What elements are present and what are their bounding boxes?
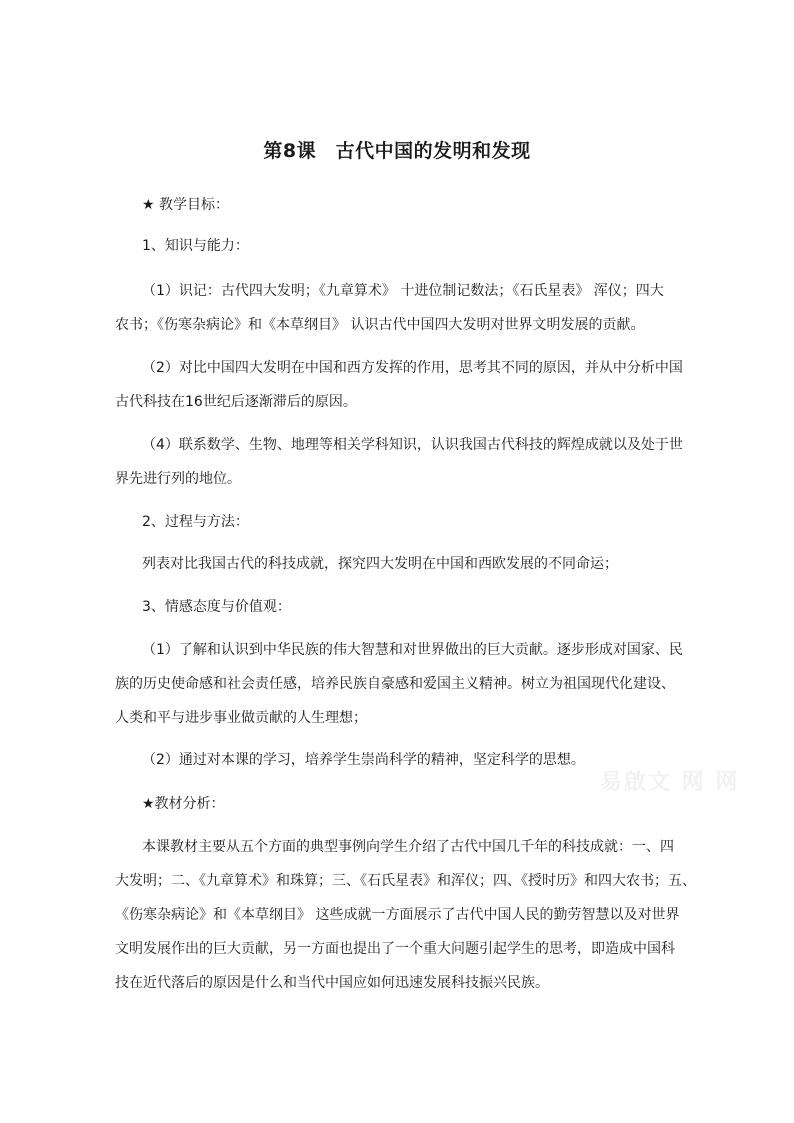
- paragraph-line: 大发明；二、《九章算术》和珠算；三、《石氏星表》和浑仪；四、《授时历》和四大农书；五、: [115, 873, 696, 889]
- paragraph-line: （2）对比中国四大发明在中国和西方发挥的作用，思考其不同的原因，并从中分析中国: [142, 360, 683, 376]
- subheading-knowledge-ability: 1、知识与能力：: [142, 238, 249, 254]
- section-heading-material-analysis: ★教材分析：: [142, 796, 225, 812]
- paragraph-line: 技在近代落后的原因是什么和当代中国应如何迅速发展科技振兴民族。: [115, 975, 549, 991]
- section-heading-teaching-goals: ★ 教学目标：: [142, 197, 230, 213]
- paragraph-line: 族的历史使命感和社会责任感，培养民族自豪感和爱国主义精神。树立为祖国现代化建设、: [115, 676, 675, 692]
- paragraph-line: 《伤寒杂病论》和《本草纲目》 这些成就一方面展示了古代中国人民的勤劳智慧以及对世界: [115, 907, 680, 923]
- lesson-title: 第8课 古代中国的发明和发现: [263, 140, 531, 162]
- paragraph-line: 文明发展作出的巨大贡献，另一方面也提出了一个重大问题引起学生的思考，即造成中国科: [115, 941, 675, 957]
- subheading-attitude-values: 3、情感态度与价值观：: [142, 599, 291, 615]
- paragraph-line: （1）了解和认识到中华民族的伟大智慧和对世界做出的巨大贡献。逐步形成对国家、民: [142, 642, 683, 658]
- subheading-process-method: 2、过程与方法：: [142, 514, 249, 530]
- paragraph-line: （4）联系数学、生物、地理等相关学科知识，认识我国古代科技的辉煌成就以及处于世: [142, 437, 683, 453]
- paragraph-line: 农书；《伤寒杂病论》和《本草纲目》 认识古代中国四大发明对世界文明发展的贡献。: [115, 317, 645, 333]
- paragraph-line: 列表对比我国古代的科技成就，探究四大发明在中国和西欧发展的不同命运；: [142, 556, 618, 572]
- watermark: 易啟文 网 网: [600, 769, 740, 795]
- paragraph-line: （1）识记：古代四大发明；《九章算术》 十进位制记数法；《石氏星表》 浑仪；四大: [142, 283, 664, 299]
- paragraph-line: 本课教材主要从五个方面的典型事例向学生介绍了古代中国几千年的科技成就：一、四: [142, 839, 674, 855]
- paragraph-line: 界先进行列的地位。: [115, 471, 241, 487]
- paragraph-line: 古代科技在16世纪后逐渐滞后的原因。: [115, 394, 357, 410]
- paragraph-line: 人类和平与进步事业做贡献的人生理想；: [115, 710, 367, 726]
- paragraph-line: （2）通过对本课的学习，培养学生崇尚科学的精神，坚定科学的思想。: [142, 752, 585, 768]
